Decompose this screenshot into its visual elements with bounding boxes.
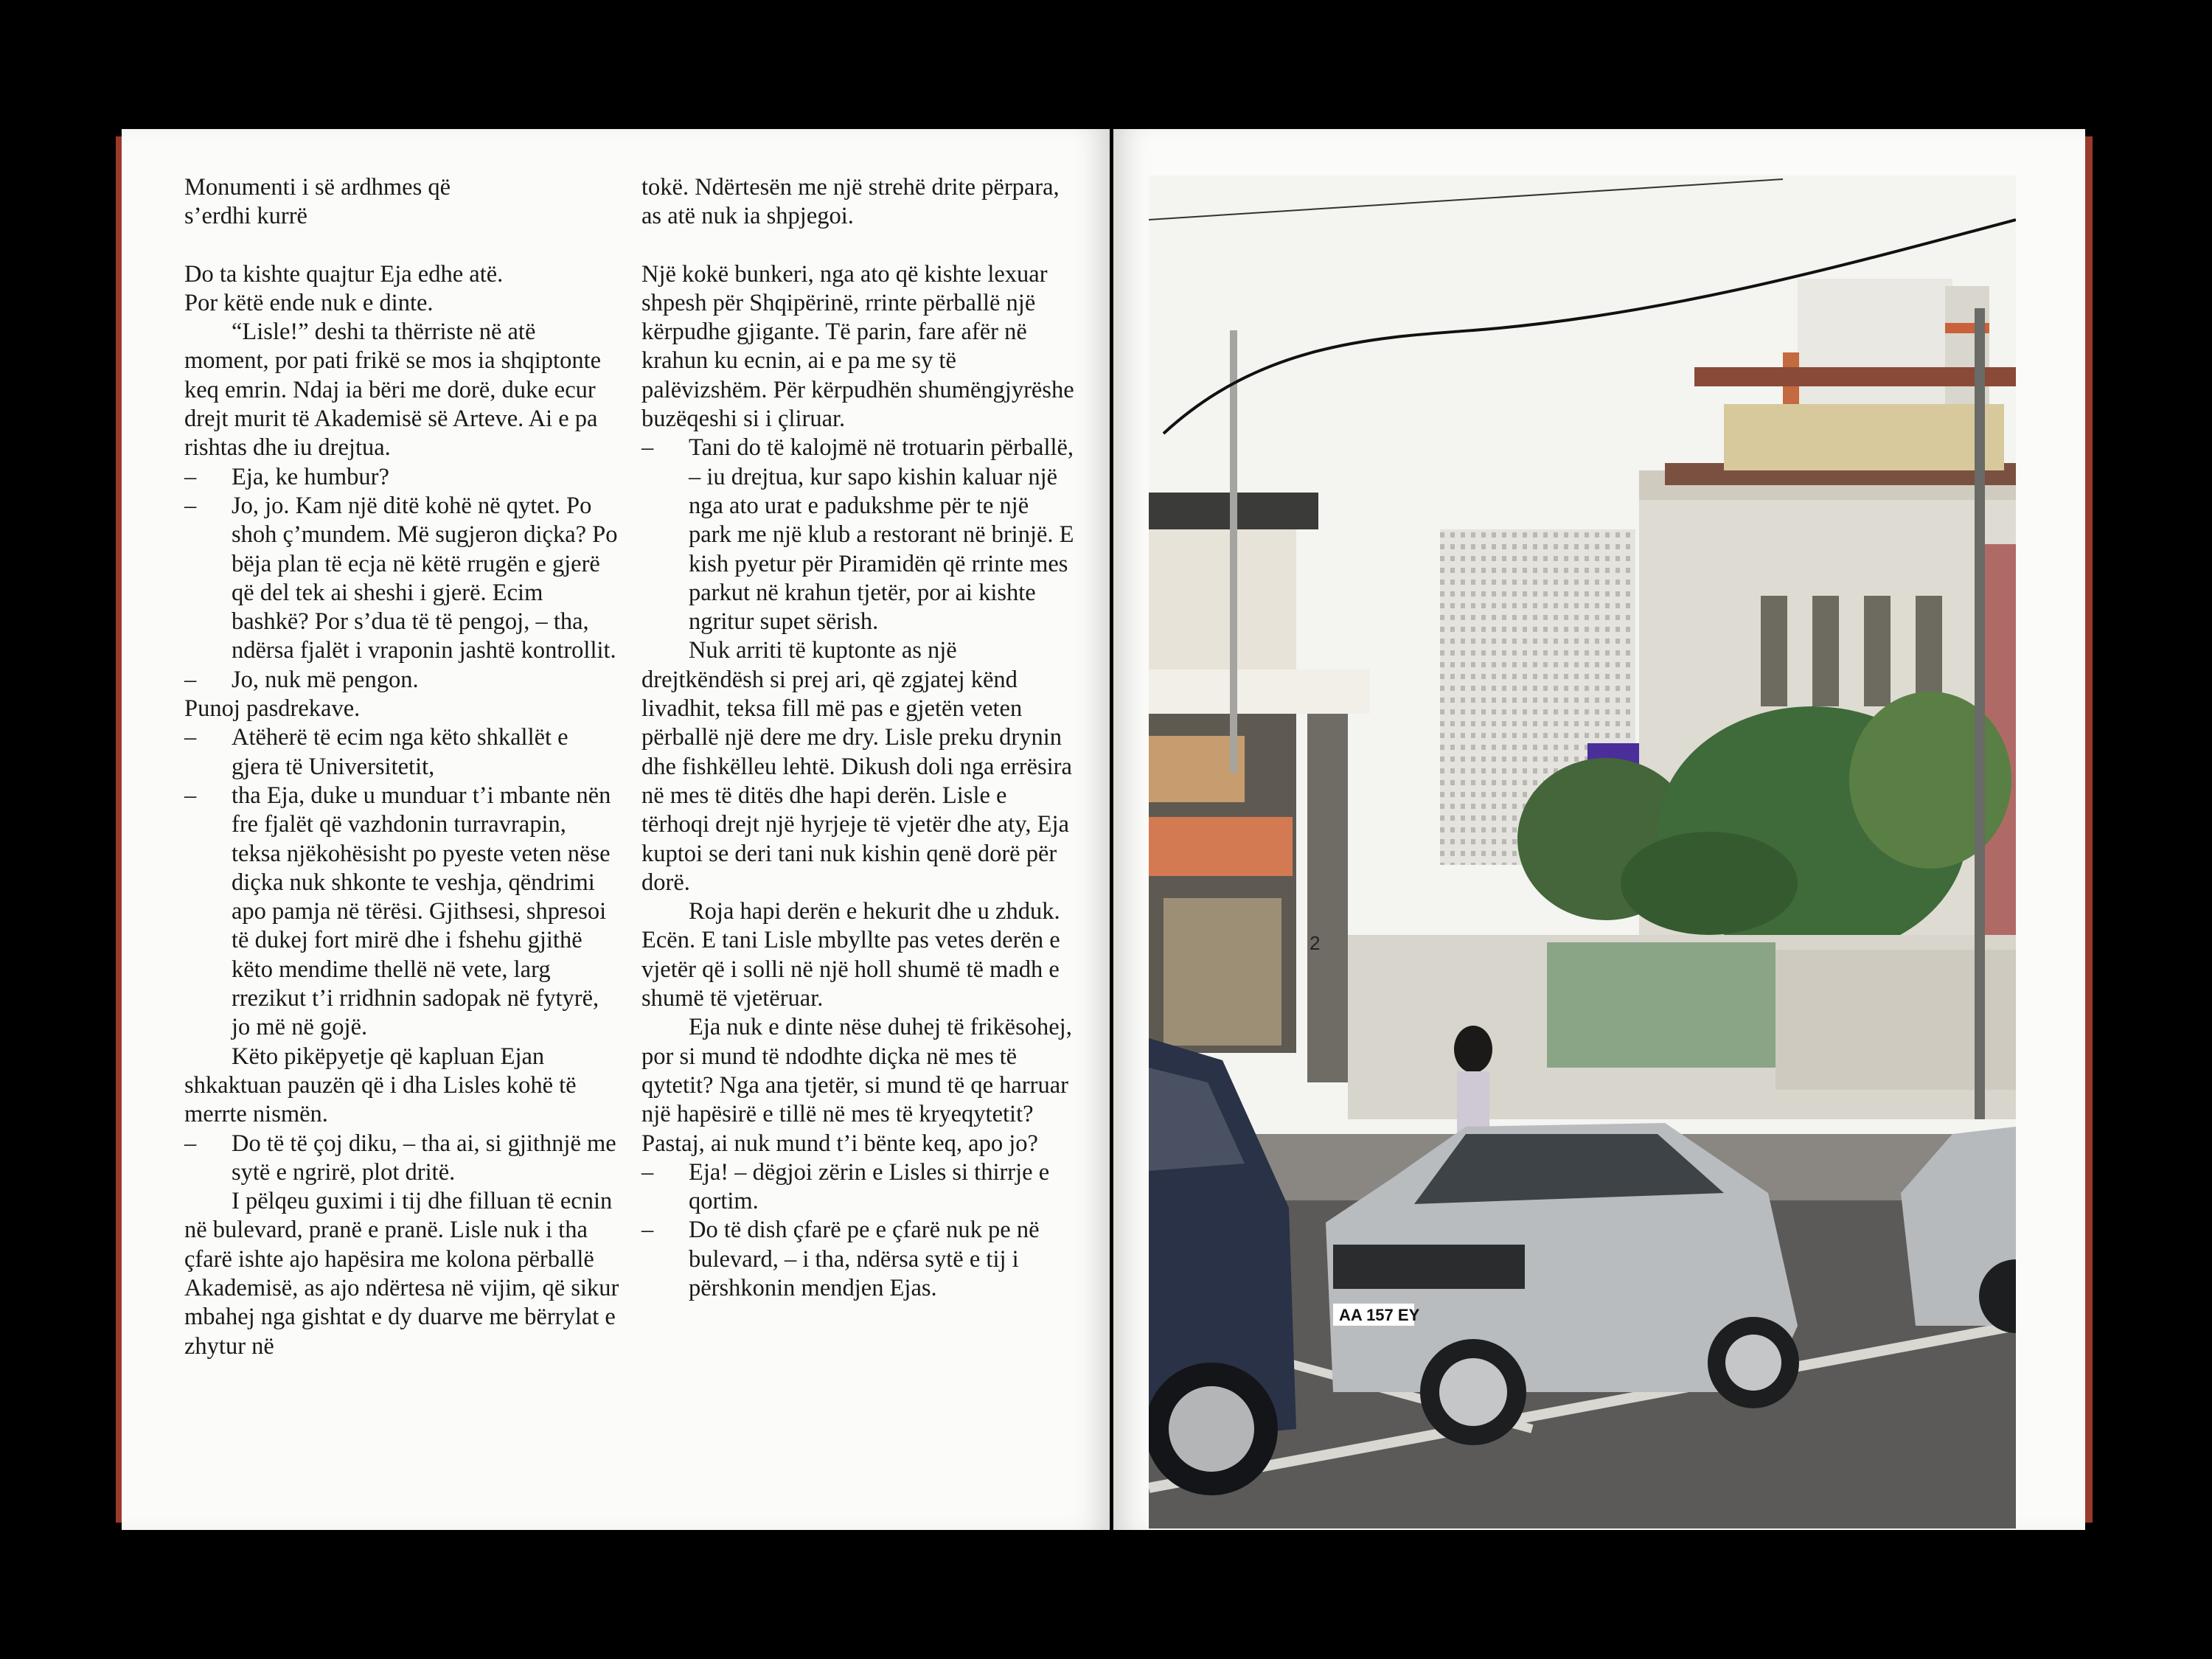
column1-paragraph bbox=[184, 463, 619, 492]
book-edge-right bbox=[2085, 136, 2093, 1523]
column1-paragraph bbox=[184, 666, 619, 695]
dialogue-dash: – bbox=[184, 724, 197, 751]
paragraph-text: I pëlqeu guximi i tij dhe filluan të ecnin në bulevard, pranë e pranë. Lisle nuk i tha çfarë ishte ajo hapësira me kolona përballë Akademisë, as ajo ndërtesa në vijim, që sikur mbahej nga gishtat e dy duarve me bërrylat e zhytur në bbox=[184, 1188, 619, 1360]
column1-paragraph bbox=[184, 723, 619, 782]
dialogue-dash: – bbox=[641, 1158, 654, 1186]
paragraph-text: Një kokë bunkeri, nga ato që kishte lexuar shpesh për Shqipërinë, rrinte përballë një kërpudhe gjigante. Të parin, fare afër në krahun ku ecnin, ai e pa me sy të palëvizshëm. Për kërpudhën shumëngjyrëshe buzëqeshi si i çliruar. bbox=[641, 260, 1074, 433]
paragraph-text: Eja! – dëgjoi zërin e Lisles si thirrje e qortim. bbox=[689, 1158, 1050, 1215]
house-number: 2 bbox=[1310, 932, 1321, 954]
paragraph-text: Por këtë ende nuk e dinte. bbox=[184, 289, 434, 316]
column1-paragraph bbox=[184, 289, 619, 318]
paragraph-text: Jo, nuk më pengon. bbox=[232, 666, 419, 693]
column1-paragraph bbox=[184, 492, 619, 666]
paragraph-text: tha Eja, duke u munduar t’i mbante nën fre fjalët që vazhdonin turravrapin, teksa njëkohësisht po pyeste veten nëse diçka nuk shkonte te veshja, qëndrimi apo pamja në tërësi. Gjithsesi, shpresoi të dukej fort mirë dhe i fshehu gjithë këto mendime thellë në vete, larg rrezikut t’i rridhnin sadopak në fytyrë, jo më në gojë. bbox=[232, 782, 611, 1041]
dialogue-dash: – bbox=[641, 434, 654, 462]
paragraph-text: Roja hapi derën e hekurit dhe u zhduk. Ecën. E tani Lisle mbyllte pas vetes derën e vjetër që i solli në një holl shumë të madh e shumë të vjetëruar. bbox=[641, 898, 1060, 1012]
column2-paragraph bbox=[641, 260, 1077, 434]
dialogue-dash: – bbox=[184, 492, 197, 519]
paragraph-text: Eja, ke humbur? bbox=[232, 463, 389, 490]
paragraph-text: Eja nuk e dinte nëse duhej të frikësohej, por si mund të ndodhte diçka në mes të qytetit? Nga ana tjetër, si mund të qe harruar një hapësirë e tillë në mes të kryeqytetit? Pastaj, ai nuk mund t’i bënte keq, apo jo? bbox=[641, 1014, 1072, 1157]
paragraph-text: Këto pikëpyetje që kapluan Ejan shkaktuan pauzën që i dha Lisles kohë të merrte nismën. bbox=[184, 1043, 577, 1128]
column2-paragraph bbox=[641, 636, 1077, 897]
column1-paragraph bbox=[184, 1043, 619, 1130]
column1-paragraph bbox=[184, 1187, 619, 1361]
text-column-1 bbox=[184, 173, 619, 1361]
column2-paragraph bbox=[641, 1158, 1077, 1217]
column2-paragraph bbox=[641, 434, 1077, 636]
paragraph-text: Punoj pasdrekave. bbox=[184, 695, 361, 723]
column1-paragraph bbox=[184, 695, 619, 723]
paragraph-text: Do të të çoj diku, – tha ai, si gjithnjë me sytë e ngrirë, plot dritë. bbox=[232, 1130, 616, 1186]
paragraph-text: tokë. Ndërtesën me një strehë drite përpara, as atë nuk ia shpjegoi. bbox=[641, 174, 1060, 230]
left-page bbox=[122, 129, 1110, 1530]
column2-paragraph bbox=[641, 897, 1077, 1013]
paragraph-text: Atëherë të ecim nga këto shkallët e gjera të Universitetit, bbox=[232, 724, 568, 780]
street-photo bbox=[1149, 175, 2016, 1528]
paragraph-text: Do ta kishte quajtur Eja edhe atë. bbox=[184, 260, 504, 288]
column-1-paragraphs bbox=[184, 260, 619, 1361]
text-column-2 bbox=[641, 173, 1077, 1303]
column-2-paragraphs bbox=[641, 173, 1077, 1303]
license-plate: AA 157 EY bbox=[1339, 1306, 1420, 1324]
dialogue-dash: – bbox=[641, 1217, 654, 1244]
paragraph-text: Tani do të kalojmë në trotuarin përballë, – iu drejtua, kur sapo kishin kaluar një nga ato urat e padukshme për te një park me një klub a restorant në brinjë. E kish pyetur për Piramidën që rrinte mes parkut në krahun tjetër, por ai kishte ngritur supet sërish. bbox=[689, 434, 1074, 636]
dialogue-dash: – bbox=[184, 1130, 197, 1157]
paragraph-text: Jo, jo. Kam një ditë kohë në qytet. Po shoh ç’mundem. Më sugjeron diçka? Po bëja plan të ecja në këtë rrugën e gjerë që del tek ai sheshi i gjerë. Ecim bashkë? Por s’dua të të pengoj, – tha, ndërsa fjalët i vraponin jashtë kontrollit. bbox=[232, 492, 618, 664]
column2-paragraph bbox=[641, 1216, 1077, 1303]
right-page bbox=[1113, 129, 2085, 1530]
book-edge bbox=[116, 136, 122, 1523]
chapter-title: Monumenti i së ardhmes që s’erdhi kurrë bbox=[184, 174, 451, 230]
column2-paragraph bbox=[641, 1013, 1077, 1158]
column1-paragraph bbox=[184, 318, 619, 462]
paragraph-text: Nuk arriti të kuptonte as një drejtkëndësh si prej ari, që zgjatej kënd livadhit, teksa fill më pas e gjetën veten përballë një dere me dry. Lisle preku drynin dhe fishkëlleu lehtë. Dikush doli nga errësira në mes të ditës dhe hapi derën. Lisle e tërhoqi drejt një hyrjeje të vjetër dhe aty, Eja kuptoi se deri tani nuk kishin qenë dorë për dorë. bbox=[641, 637, 1072, 896]
column1-paragraph bbox=[184, 782, 619, 1043]
paragraph-text: Do të dish çfarë pe e çfarë nuk pe në bulevard, – i tha, ndërsa sytë e tij i përshkonin mendjen Ejas. bbox=[689, 1217, 1040, 1301]
paragraph-text: “Lisle!” deshi ta thërriste në atë moment, por pati frikë se mos ia shqiptonte keq emrin. Ndaj ia bëri me dorë, duke ecur drejt murit të Akademisë së Arteve. Ai e pa rishtas dhe iu drejtua. bbox=[184, 319, 602, 462]
column1-paragraph bbox=[184, 1130, 619, 1188]
dialogue-dash: – bbox=[184, 782, 197, 809]
column2-paragraph bbox=[641, 173, 1077, 232]
column1-paragraph bbox=[184, 260, 619, 289]
dialogue-dash: – bbox=[184, 463, 197, 490]
dialogue-dash: – bbox=[184, 666, 197, 693]
